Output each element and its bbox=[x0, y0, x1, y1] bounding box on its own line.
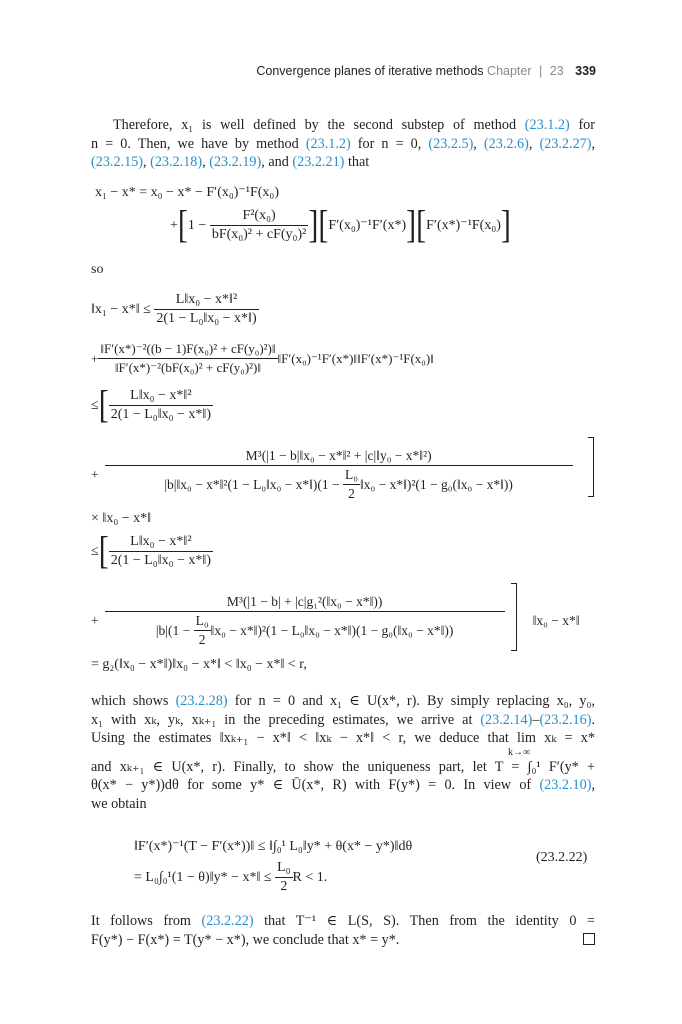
equation-line: x₁ − x* = x₀ − x* − F′(x₀)⁻¹F(x₀) bbox=[95, 185, 279, 200]
text-line: F(y*) − F(x*) = T(y* − x*), we conclude that x* = y*. bbox=[91, 931, 595, 950]
equation-line: ‖F′(x*)⁻¹(T − F′(x*))‖ ≤ ‖∫₀¹ L₀‖y* + θ(x* − y*)‖dθ bbox=[134, 839, 413, 854]
bracket-close bbox=[588, 437, 594, 497]
equation-term: F′(x*)⁻¹F(x₀) bbox=[426, 218, 501, 233]
bracket-open: [ bbox=[318, 203, 329, 247]
equation-link[interactable]: (23.2.18) bbox=[150, 154, 203, 170]
equation-link[interactable]: (23.2.5) bbox=[428, 135, 474, 152]
equation-line: = L₀∫₀¹(1 − θ)‖y* − x*‖ ≤ $\frac{\text{L₀}}{2}$ R < 1. bbox=[134, 860, 328, 894]
so-word: so bbox=[91, 262, 104, 277]
text-line: x₁ with xₖ, yₖ, xₖ₊₁ in the preceding estimates, we arrive at (23.2.14)–(23.2.16). bbox=[91, 711, 595, 728]
chapter-label: Chapter bbox=[487, 64, 532, 78]
text-line: which shows (23.2.28) for n = 0 and x₁ ∈ U(x*, r). By simply replacing x₀, y₀, bbox=[91, 693, 595, 709]
equation-link[interactable]: (23.2.14) bbox=[480, 711, 533, 728]
fraction: L‖x₀ − x*‖² 2(1 − L₀‖x₀ − x*‖) bbox=[110, 534, 211, 568]
equation-term: 1 − bbox=[187, 217, 207, 233]
text-line: we obtain bbox=[91, 795, 147, 812]
equation-term: F′(x₀)⁻¹F′(x*) bbox=[328, 218, 407, 233]
bracket-close bbox=[511, 583, 517, 651]
inequality-line: ≤ [ L‖x₀ − x*‖² 2(1 − L₀‖x₀ − x*‖) bbox=[91, 383, 211, 427]
inequality-line: ‖x₁ − x*‖ ≤ $\frac{\text{L‖x₀ − x*‖²}}{\text{2(1 − L₀‖x₀ − x*‖)}}$ bbox=[91, 292, 257, 326]
inequality-line: + M³(|1 − b| + |c|g₁²(‖x₀ − x*‖)) |b|(1 − $\frac{\text{L₀}}{2}$ ‖x₀ − x*‖)²(1 − L₀‖x₀ − x*‖)(1 − g₀(‖x₀ − x*‖)) ‖x₀ − x*‖ bbox=[91, 594, 580, 647]
equation-link[interactable]: (23.2.10) bbox=[539, 777, 592, 793]
fraction: L‖x₀ − x*‖² 2(1 − L₀‖x₀ − x*‖) bbox=[110, 388, 211, 422]
text-line: It follows from (23.2.22) that T⁻¹ ∈ L(S, S). Then from the identity 0 = bbox=[91, 913, 595, 929]
inequality-line: + M³(|1 − b|‖x₀ − x*‖² + |c|‖y₀ − x*‖²) |b|‖x₀ − x*‖²(1 − L₀‖x₀ − x*‖)(1 − $\frac{\text{L₀}}{2}$ ‖x₀ − x*‖)²(1 − g₀(‖x₀ − x*‖)) bbox=[91, 448, 573, 502]
inequality-line: + $\frac{\text{‖F′(x*)⁻²((b − 1)F(x₀)² + cF(y₀)²)‖}}{\text{‖F′(x*)⁻²(bF(x₀)² + cF(y₀)²)‖}}$ ‖F′(x₀)⁻¹F′(x*)‖‖F′(x*)⁻¹F(x₀)‖ bbox=[91, 341, 434, 375]
paragraph-uniqueness bbox=[91, 912, 595, 949]
inequality-line: = g₂(‖x₀ − x*‖)‖x₀ − x*‖ < ‖x₀ − x*‖ < r, bbox=[91, 657, 307, 672]
text-line: n = 0. Then, we have by method (23.1.2) for n = 0, (23.2.5), (23.2.6), (23.2.27), bbox=[91, 135, 596, 152]
text-line: (23.2.15), (23.2.18), (23.2.19), and (23.2.21) that bbox=[91, 154, 370, 170]
paragraph-conclusion bbox=[91, 692, 595, 813]
qed-box-icon bbox=[583, 933, 595, 945]
equation-number: (23.2.22) bbox=[536, 850, 588, 865]
equation-link[interactable]: (23.2.21) bbox=[292, 154, 345, 170]
inequality-line: ≤ [ L‖x₀ − x*‖² 2(1 − L₀‖x₀ − x*‖) bbox=[91, 529, 211, 573]
equation-link[interactable]: (23.2.19) bbox=[209, 154, 262, 170]
limit-subscript: k→∞ bbox=[508, 747, 531, 758]
bracket-open: [ bbox=[416, 203, 427, 247]
fraction: M³(|1 − b| + |c|g₁²(‖x₀ − x*‖)) |b|(1 − $\frac{\text{L₀}}{2}$ ‖x₀ − x*‖)²(1 − L₀‖x₀ − x*‖)(1 − g₀(‖x₀ − x*‖)) bbox=[105, 594, 505, 648]
header-separator: | bbox=[539, 64, 543, 78]
inequality-line: × ‖x₀ − x*‖ bbox=[91, 511, 152, 526]
fraction: $\frac{\text{F²(x₀)}}{\text{bF(x₀)² + cF(y₀)²}}$ bbox=[211, 208, 307, 242]
text-line: Therefore, x₁ is well defined by the second substep of method (23.1.2) for bbox=[113, 117, 595, 133]
equation-link[interactable]: (23.2.16) bbox=[539, 711, 592, 728]
bracket-close: ] bbox=[500, 203, 511, 247]
paragraph-intro bbox=[91, 116, 595, 172]
chapter-number: 23 bbox=[549, 64, 564, 78]
running-title: Convergence planes of iterative methods bbox=[256, 64, 484, 78]
fraction: $\frac{\text{‖F′(x*)⁻²((b − 1)F(x₀)² + cF(y₀)²)‖}}{\text{‖F′(x*)⁻²(bF(x₀)² + cF(y₀)²)‖}}$ bbox=[100, 341, 276, 375]
equation-link[interactable]: (23.1.2) bbox=[305, 135, 351, 152]
text-line: Using the estimates ‖xₖ₊₁ − x*‖ < ‖xₖ − x*‖ < r, we deduce that lim xₖ = x* k→∞ bbox=[91, 729, 595, 748]
bracket-open: [ bbox=[177, 203, 188, 247]
bracket-close: ] bbox=[406, 203, 417, 247]
equation-link[interactable]: (23.2.22) bbox=[201, 913, 254, 929]
bracket-open: [ bbox=[98, 529, 109, 573]
equation-link[interactable]: (23.2.15) bbox=[91, 154, 144, 170]
page-number: 339 bbox=[575, 64, 596, 78]
bracket-close: ] bbox=[308, 203, 319, 247]
fraction: M³(|1 − b|‖x₀ − x*‖² + |c|‖y₀ − x*‖²) |b|‖x₀ − x*‖²(1 − L₀‖x₀ − x*‖)(1 − $\frac{\text{L₀}}{2}$ ‖x₀ − x*‖)²(1 − g₀(‖x₀ − x*‖)) bbox=[105, 448, 573, 502]
text-line: and xₖ₊₁ ∈ U(x*, r). Finally, to show the uniqueness part, let T = ∫₀¹ F′(y* + bbox=[91, 758, 595, 775]
bracket-open: [ bbox=[98, 383, 109, 427]
equation-link[interactable]: (23.2.6) bbox=[483, 135, 529, 152]
equation-link[interactable]: (23.1.2) bbox=[524, 117, 570, 133]
fraction: $\frac{\text{L₀}}{2}$ bbox=[277, 860, 291, 894]
text-line: θ(x* − y*))dθ for some y* ∈ Ū(x*, R) with F(y*) = 0. In view of (23.2.10), bbox=[91, 777, 595, 793]
plus-sign: + bbox=[170, 217, 178, 233]
equation-link[interactable]: (23.2.27) bbox=[539, 135, 592, 152]
equation-line bbox=[170, 203, 511, 247]
fraction: $\frac{\text{L‖x₀ − x*‖²}}{\text{2(1 − L₀‖x₀ − x*‖)}}$ bbox=[156, 292, 257, 326]
running-header bbox=[256, 64, 596, 78]
equation-link[interactable]: (23.2.28) bbox=[175, 693, 228, 709]
